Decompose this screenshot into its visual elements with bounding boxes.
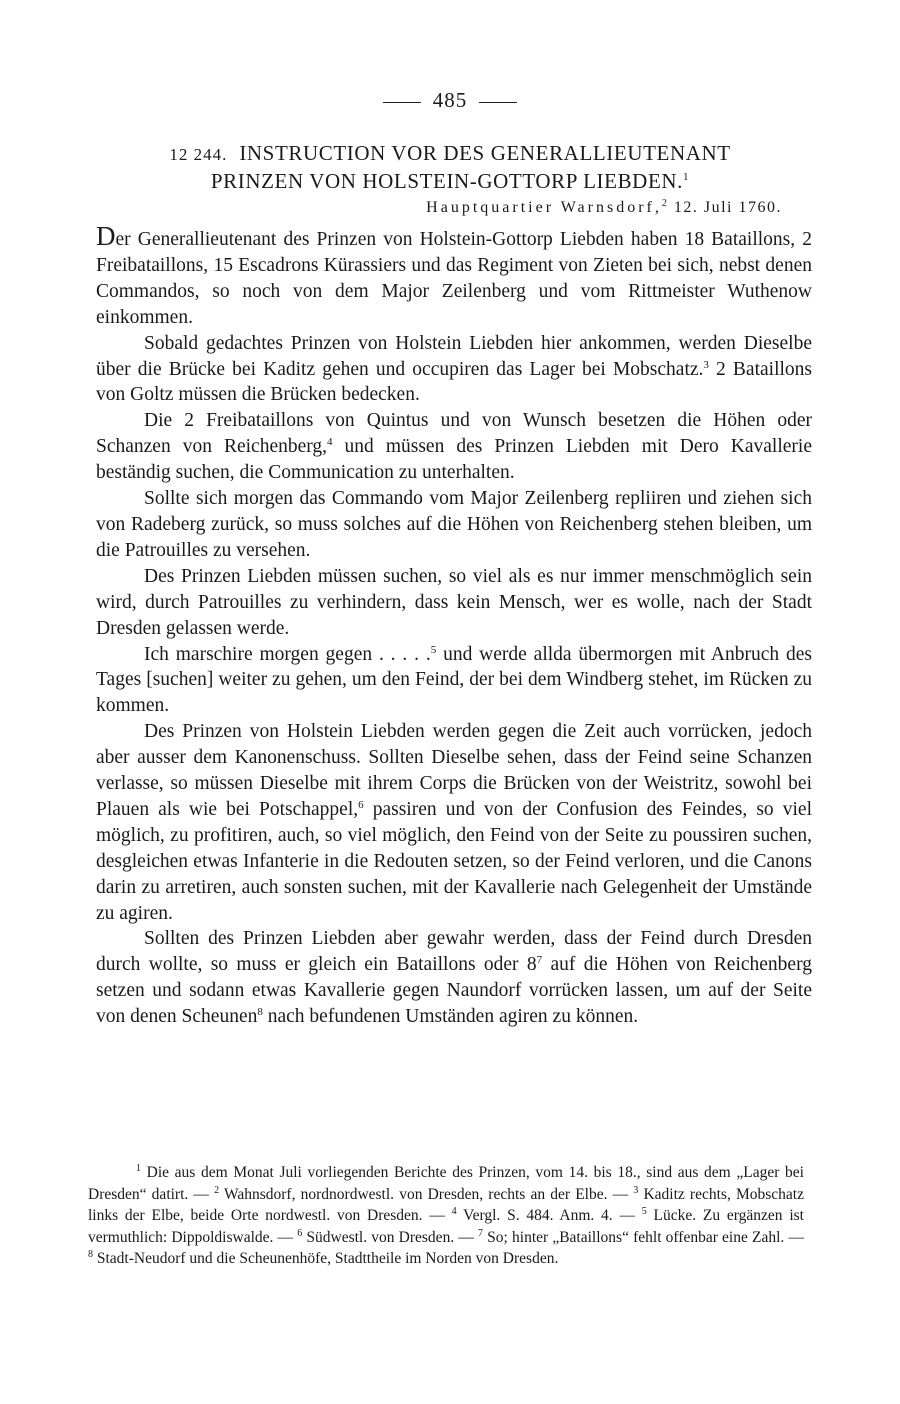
- dateline-place: Hauptquartier Warnsdorf,: [426, 199, 662, 216]
- paragraph-7: [96, 719, 812, 926]
- paragraph-3-text-a: Die 2 Freibataillons von Quintus und von Wunsch besetzen die Höhen oder Schanzen von Reichenberg,: [96, 410, 812, 458]
- footnote-mark-7: 7: [478, 1227, 484, 1239]
- footnote-4: Vergl. S. 484. Anm. 4. —: [456, 1207, 642, 1224]
- paragraph-6-text-b: und werde allda übermorgen mit Anbruch des Tages [suchen] weiter zu gehen, um den Feind, der bei dem Windberg stehet, im Rücken zu kommen.: [96, 643, 812, 717]
- paragraph-1-text: er Generallieutenant des Prinzen von Holstein-Gottorp Liebden haben 18 Bataillons, 2 Freibataillons, 15 Escadrons Kürassiers und das Regiment von Zieten bei sich, nebst denen Commandos, so noch von dem Major Zeilenberg und vom Rittmeister Wuthenow einkommen.: [96, 229, 812, 328]
- paragraph-8-text-a: Sollten des Prinzen Liebden aber gewahr werden, dass der Feind durch Dresden durch wollte, so muss er gleich ein Bataillons oder 8: [96, 928, 812, 976]
- footnote-ref-3: 3: [703, 358, 709, 371]
- footnote-mark-2: 2: [214, 1184, 220, 1196]
- paragraph-2: [96, 331, 812, 409]
- dateline: [426, 199, 782, 217]
- paragraph-5-text: Des Prinzen Liebden müssen suchen, so viel als es nur immer menschmöglich sein wird, durch Patrouilles zu verhindern, dass kein Mensch, wer es wolle, nach der Stadt Dresden gelassen werde.: [96, 565, 812, 639]
- footnote-ref-7: 7: [536, 954, 543, 967]
- paragraph-7-text-b: passiren und von der Confusion des Feindes, so viel möglich, zu profitiren, auch, so viel möglich, den Feind von der Seite zu poussiren suchen, desgleichen etwas Infanterie in die Redouten setzen, so der Feind verloren, und die Canons darin zu arretiren, auch sonsten suchen, mit der Kavallerie nach Gelegenheit der Umstände zu agiren.: [96, 798, 812, 924]
- footnote-2: Wahnsdorf, nordnordwestl. von Dresden, rechts an der Elbe. —: [219, 1185, 634, 1203]
- paragraph-2-text-a: Sobald gedachtes Prinzen von Holstein Liebden hier ankommen, werden Dieselbe über die Brücke bei Kaditz gehen und occupiren das Lager bei Mobschatz.: [96, 332, 812, 380]
- paragraph-4: [96, 486, 812, 564]
- paragraph-5: [96, 564, 812, 642]
- footnote-mark-6: 6: [297, 1227, 303, 1239]
- paragraph-2-text-b: 2 Bataillons von Goltz müssen die Brücken bedecken.: [96, 358, 812, 406]
- title-line-1: [0, 140, 900, 168]
- footnote-6: Südwestl. von Dresden. —: [302, 1228, 479, 1246]
- footnote-5: Lücke. Zu ergänzen ist vermuthlich: Dippoldiswalde. —: [88, 1207, 804, 1246]
- paragraph-6-text-a: Ich marschire morgen gegen . . . . .: [144, 643, 431, 665]
- dateline-date: 12. Juli 1760.: [673, 199, 782, 216]
- footnote-ref-5: 5: [430, 643, 437, 656]
- page-number-text: 485: [432, 88, 468, 112]
- paragraph-7-text-a: Des Prinzen von Holstein Liebden werden gegen die Zeit auch vorrücken, jedoch aber ausser dem Kanonenschuss. Sollten Dieselbe sehen, dass der Feind seine Schanzen verlasse, so müssen Dieselbe mit ihrem Corps die Brücken von der Weistritz, sowohl bei Plauen als wie bei Potschappel,: [96, 721, 812, 820]
- footnote-mark-5: 5: [641, 1206, 647, 1217]
- title-footnote-ref: 1: [683, 171, 690, 183]
- title-text-1: INSTRUCTION VOR DES GENERALLIEUTENANT: [239, 141, 731, 165]
- page-number: [0, 88, 900, 113]
- footnote-ref-6: 6: [358, 798, 364, 811]
- footnote-8: Stadt-Neudorf und die Scheunenhöfe, Stadttheile im Norden von Dresden.: [93, 1250, 559, 1267]
- footnote-1: Die aus dem Monat Juli vorliegenden Berichte des Prinzen, vom 14. bis 18., sind aus dem „Lager bei Dresden“ datirt. —: [88, 1164, 804, 1203]
- footnote-mark-1: 1: [136, 1163, 141, 1174]
- footnote-mark-4: 4: [451, 1206, 457, 1217]
- document-number: 12 244.: [169, 145, 228, 164]
- title-text-2: PRINZEN VON HOLSTEIN-GOTTORP LIEBDEN.: [210, 169, 683, 193]
- page-number-dash-right: [479, 102, 517, 103]
- body-text: [96, 221, 812, 1030]
- footnote-ref-4: 4: [327, 436, 333, 449]
- paragraph-4-text: Sollte sich morgen das Commando vom Major Zeilenberg repliiren und ziehen sich von Radeberg zurück, so muss solches auf die Höhen von Reichenberg stehen bleiben, um die Patrouilles zu versehen.: [96, 488, 812, 561]
- page-number-dash-left: [383, 102, 421, 103]
- paragraph-1: [96, 221, 812, 331]
- paragraph-3-text-b: und müssen des Prinzen Liebden mit Dero Kavallerie beständig suchen, die Communication zu unterhalten.: [96, 436, 812, 484]
- footnote-ref-8: 8: [257, 1006, 263, 1019]
- paragraph-8-text-b: auf die Höhen von Reichenberg setzen und sodann etwas Kavallerie gegen Naundorf vorrücken lassen, um auf der Seite von denen Scheunen: [96, 954, 812, 1028]
- title-line-2: [0, 168, 900, 194]
- footnote-mark-8: 8: [88, 1249, 93, 1260]
- footnote-block: [88, 1162, 804, 1270]
- footnotes: [88, 1162, 804, 1270]
- dateline-footnote-ref: 2: [661, 198, 669, 209]
- paragraph-8-text-c: nach befundenen Umständen agiren zu können.: [262, 1006, 639, 1028]
- footnote-7: So; hinter „Bataillons“ fehlt offenbar eine Zahl. —: [483, 1228, 804, 1246]
- footnote-3: Kaditz rechts, Mobschatz links der Elbe, beide Orte nordwestl. von Dresden. —: [88, 1185, 804, 1224]
- paragraph-6: [96, 642, 812, 720]
- footnote-mark-3: 3: [633, 1184, 639, 1196]
- document-title: [0, 140, 900, 194]
- paragraph-8: [96, 926, 812, 1030]
- initial-letter: D: [96, 221, 116, 251]
- paragraph-3: [96, 408, 812, 486]
